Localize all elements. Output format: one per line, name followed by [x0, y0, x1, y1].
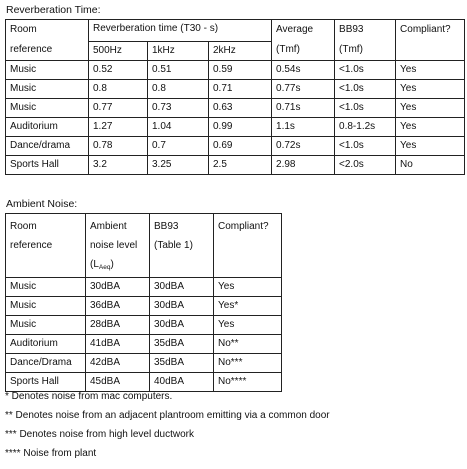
cell-average: 0.71s [272, 99, 335, 118]
ambient-noise-heading: Ambient Noise: [6, 198, 78, 210]
cell-compliant: Yes [396, 118, 465, 137]
footnote-2: ** Denotes noise from an adjacent plantroom emitting via a common door [5, 410, 330, 421]
cell-room: Music [6, 278, 86, 297]
cell-bb93: 30dBA [150, 316, 214, 335]
table-row [6, 316, 282, 335]
cell-500hz: 0.78 [89, 137, 148, 156]
cell-room: Music [6, 99, 89, 118]
cell-1khz: 0.7 [148, 137, 209, 156]
reverberation-header-row-1 [6, 20, 465, 42]
cell-500hz: 1.27 [89, 118, 148, 137]
cell-compliant: Yes* [214, 297, 282, 316]
header-ambient-noise-level: Ambient noise level $(L_{Aeq})$ [86, 214, 150, 278]
cell-average: 0.54s [272, 61, 335, 80]
cell-bb93: 35dBA [150, 354, 214, 373]
cell-2khz: 0.59 [209, 61, 272, 80]
header-average: Average (Tmf) [272, 20, 335, 61]
cell-ambient-level: 45dBA [86, 373, 150, 392]
cell-500hz: 3.2 [89, 156, 148, 175]
table-row [6, 354, 282, 373]
cell-bb93: <1.0s [335, 99, 396, 118]
cell-compliant: No [396, 156, 465, 175]
header-2khz: 2kHz [209, 41, 272, 60]
table-row [6, 297, 282, 316]
cell-room: Music [6, 316, 86, 335]
footnote-3: *** Denotes noise from high level ductwork [5, 429, 194, 440]
table-row [6, 118, 465, 137]
cell-1khz: 0.8 [148, 80, 209, 99]
cell-average: 1.1s [272, 118, 335, 137]
cell-room: Music [6, 61, 89, 80]
cell-room: Sports Hall [6, 156, 89, 175]
cell-2khz: 0.71 [209, 80, 272, 99]
cell-ambient-level: 36dBA [86, 297, 150, 316]
table-row [6, 80, 465, 99]
cell-bb93: <1.0s [335, 80, 396, 99]
ambient-noise-table [5, 213, 282, 392]
ambient-header-row [6, 214, 282, 278]
cell-bb93: 0.8-1.2s [335, 118, 396, 137]
cell-compliant: Yes [396, 99, 465, 118]
cell-compliant: No** [214, 335, 282, 354]
cell-bb93: 35dBA [150, 335, 214, 354]
table-row [6, 137, 465, 156]
table-row [6, 335, 282, 354]
footnotes [5, 387, 465, 463]
header-room-reference: Room reference [6, 214, 86, 278]
cell-2khz: 0.63 [209, 99, 272, 118]
cell-compliant: Yes [214, 278, 282, 297]
table-row [6, 61, 465, 80]
cell-bb93: <2.0s [335, 156, 396, 175]
cell-room: Auditorium [6, 118, 89, 137]
footnote-1: * Denotes noise from mac computers. [5, 391, 173, 402]
table-row [6, 156, 465, 175]
cell-room: Music [6, 80, 89, 99]
cell-ambient-level: 30dBA [86, 278, 150, 297]
cell-ambient-level: 41dBA [86, 335, 150, 354]
cell-ambient-level: 42dBA [86, 354, 150, 373]
cell-bb93: 30dBA [150, 297, 214, 316]
header-room-reference: Room reference [6, 20, 89, 61]
cell-compliant: Yes [396, 61, 465, 80]
cell-room: Auditorium [6, 335, 86, 354]
cell-bb93: 40dBA [150, 373, 214, 392]
footnote-4: **** Noise from plant [5, 448, 97, 459]
cell-average: 0.72s [272, 137, 335, 156]
cell-500hz: 0.52 [89, 61, 148, 80]
cell-compliant: No*** [214, 354, 282, 373]
cell-room: Music [6, 297, 86, 316]
cell-compliant: Yes [214, 316, 282, 335]
cell-compliant: No**** [214, 373, 282, 392]
cell-room: Sports Hall [6, 373, 86, 392]
cell-compliant: Yes [396, 137, 465, 156]
cell-average: 2.98 [272, 156, 335, 175]
reverberation-heading: Reverberation Time: [6, 4, 101, 16]
cell-bb93: <1.0s [335, 137, 396, 156]
cell-500hz: 0.8 [89, 80, 148, 99]
cell-compliant: Yes [396, 80, 465, 99]
cell-2khz: 0.69 [209, 137, 272, 156]
header-bb93: BB93 (Table 1) [150, 214, 214, 278]
cell-average: 0.77s [272, 80, 335, 99]
cell-ambient-level: 28dBA [86, 316, 150, 335]
reverberation-table [5, 19, 465, 175]
cell-bb93: 30dBA [150, 278, 214, 297]
cell-1khz: 0.51 [148, 61, 209, 80]
table-row [6, 278, 282, 297]
header-500hz: 500Hz [89, 41, 148, 60]
cell-room: Dance/drama [6, 137, 89, 156]
cell-2khz: 2.5 [209, 156, 272, 175]
cell-room: Dance/Drama [6, 354, 86, 373]
header-bb93: BB93 (Tmf) [335, 20, 396, 61]
table-row [6, 99, 465, 118]
cell-2khz: 0.99 [209, 118, 272, 137]
cell-bb93: <1.0s [335, 61, 396, 80]
header-reverberation-time: Reverberation time (T30 - s) [89, 20, 272, 42]
header-compliant: Compliant? [214, 214, 282, 278]
cell-1khz: 1.04 [148, 118, 209, 137]
cell-1khz: 3.25 [148, 156, 209, 175]
header-1khz: 1kHz [148, 41, 209, 60]
header-compliant: Compliant? [396, 20, 465, 61]
cell-500hz: 0.77 [89, 99, 148, 118]
cell-1khz: 0.73 [148, 99, 209, 118]
